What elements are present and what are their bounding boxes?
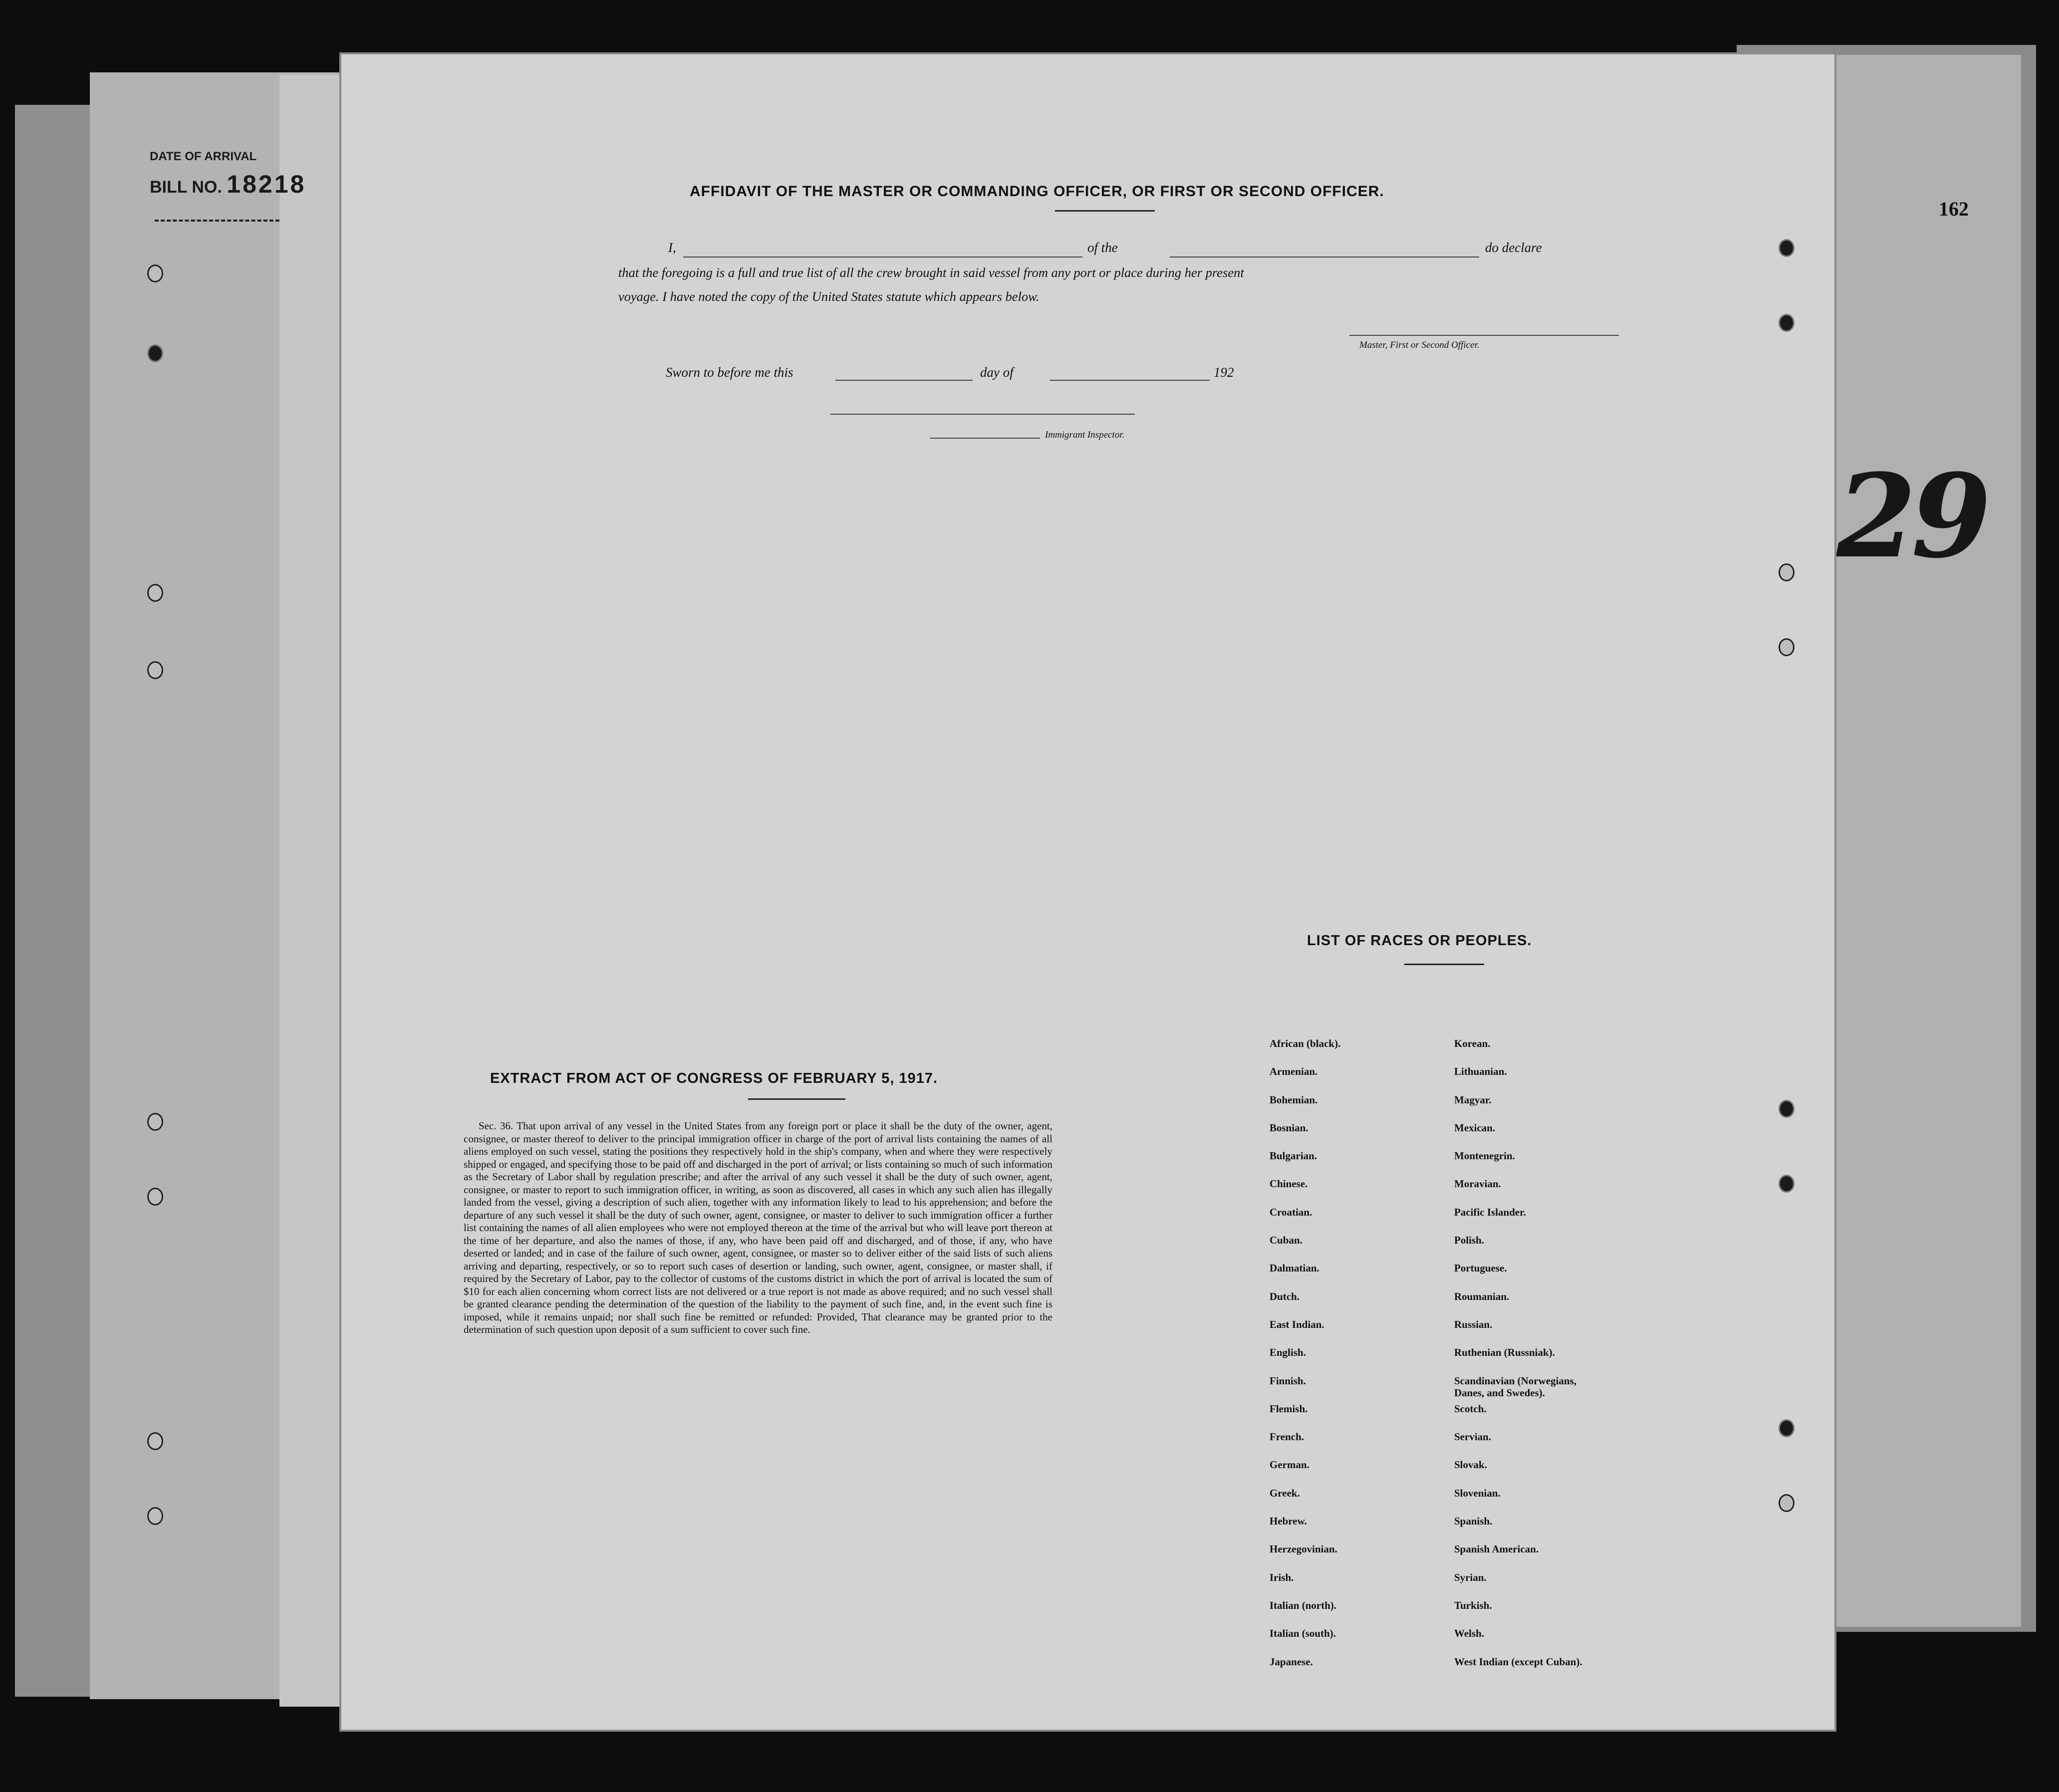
race-item: Italian (north). [1270, 1599, 1337, 1611]
punch-hole [1779, 1494, 1795, 1512]
sworn-day-of: day of [980, 365, 1014, 380]
race-item: Korean. [1454, 1037, 1491, 1049]
race-item: Dutch. [1270, 1290, 1300, 1302]
race-item: Russian. [1454, 1318, 1493, 1330]
race-item: Herzegovinian. [1270, 1543, 1337, 1555]
race-item: Croatian. [1270, 1206, 1312, 1218]
race-item: Finnish. [1270, 1374, 1306, 1387]
race-item: Roumanian. [1454, 1290, 1510, 1302]
punch-hole [1779, 1419, 1795, 1437]
race-item: Greek. [1270, 1487, 1300, 1499]
race-item: Servian. [1454, 1431, 1492, 1443]
punch-hole [147, 661, 163, 679]
race-item: French. [1270, 1431, 1304, 1443]
extract-title: EXTRACT FROM ACT OF CONGRESS OF FEBRUARY 5, 1917. [490, 1070, 938, 1086]
race-item: Armenian. [1270, 1065, 1318, 1078]
race-item: Pacific Islander. [1454, 1206, 1526, 1218]
page-number: 162 [1939, 198, 1969, 220]
race-item: Chinese. [1270, 1178, 1308, 1190]
sworn-day-field-line[interactable] [835, 380, 973, 381]
races-title-underline [1404, 964, 1484, 965]
race-item: German. [1270, 1459, 1309, 1471]
extract-body-text: Sec. 36. That upon arrival of any vessel in the United States from any foreign port or place it shall be the duty of the owner, agent, consignee, or master thereof to deliver to the principal immigration officer in charge of the port of arrival lists containing the names of all aliens employed on such vessel, stating the positions they respectively hold in the ship's company, when and where they were respectively shipped or engaged, and specifying those to be paid off and discharged in the port of arrival; or lists containing so much of such information as the Secretary of Labor shall by regulation prescribe; and after the arrival of any such vessel it shall be the duty of such owner, agent, consignee, or master to report to such immigration officer, in writing, as soon as discovered, all cases in which any such alien has illegally landed from the vessel, giving a description of such alien, together with any information likely to lead to his apprehension; and before the departure of any such vessel it shall be the duty of such owner, agent, consignee, or master to deliver to such immigration officer a further list containing the names of all alien employees who were not employed thereon at the time of the arrival but who will leave port thereon at the time of her departure, and also the names of those, if any, who have been paid off and discharged, and of those, if any, who have deserted or landed; and in case of the failure of such owner, agent, consignee, or master so to deliver either of the said lists of such aliens arriving and departing, respectively, or so to report such cases of desertion or landing, such owner, agent, consignee, or master shall, if required by the Secretary of Labor, pay to the collector of customs of the customs district in which the port of arrival is located the sum of $10 for each alien concerning whom correct lists are not delivered or a true report is not made as above required; and no such vessel shall be granted clearance pending the determination of the question of the liability to the payment of such fine, and, in the event such fine is imposed, while it remains unpaid; nor shall such fine be remitted or refunded: Provided, That clearance may be granted prior to the determination of such question upon deposit of a sum sufficient to cover such fine. [464, 1120, 1052, 1335]
punch-hole [147, 264, 163, 282]
race-item: Slovak. [1454, 1459, 1487, 1471]
race-item: Japanese. [1270, 1655, 1313, 1668]
affidavit-line1-of: of the [1087, 240, 1118, 255]
race-item: Syrian. [1454, 1571, 1487, 1583]
punch-hole [147, 584, 163, 602]
race-item: Bohemian. [1270, 1093, 1318, 1106]
affidavit-line1-end: do declare [1485, 240, 1542, 255]
race-item: East Indian. [1270, 1318, 1324, 1330]
races-list-right [1454, 1037, 1582, 1684]
affidavit-line1-start: I, [668, 240, 676, 255]
underlying-sheet-right [1806, 55, 2021, 1627]
race-item: African (black). [1270, 1037, 1341, 1049]
race-item: Scandinavian (Norwegians, Danes, and Swedes). [1454, 1374, 1577, 1399]
race-item: Irish. [1270, 1571, 1294, 1583]
race-item: Ruthenian (Russniak). [1454, 1346, 1555, 1359]
race-item: Flemish. [1270, 1402, 1308, 1415]
stamp-dashed-line [155, 220, 279, 222]
race-item: Mexican. [1454, 1121, 1496, 1134]
signature-field-line[interactable] [1349, 335, 1619, 336]
extract-title-underline [748, 1098, 845, 1100]
punch-hole [1779, 239, 1795, 257]
name-field-line[interactable] [683, 256, 1082, 257]
punch-hole [1779, 1175, 1795, 1193]
sworn-text: Sworn to before me this [666, 365, 793, 380]
race-item: Moravian. [1454, 1178, 1501, 1190]
punch-hole [1779, 314, 1795, 332]
inspector-signature-line[interactable] [830, 414, 1135, 415]
race-item: Lithuanian. [1454, 1065, 1507, 1078]
stamp-bill-label: BILL NO. [150, 178, 222, 197]
stamp-bill-number: 18218 [227, 170, 306, 198]
punch-hole [147, 1113, 163, 1131]
race-item: Welsh. [1454, 1627, 1485, 1640]
punch-hole [147, 1507, 163, 1525]
races-title: LIST OF RACES OR PEOPLES. [1307, 933, 1532, 949]
race-item: Spanish. [1454, 1515, 1493, 1528]
race-item: Turkish. [1454, 1599, 1492, 1611]
handwritten-number: 29 [1836, 449, 1987, 584]
vessel-field-line[interactable] [1170, 256, 1479, 257]
stamp-bill-no [150, 170, 306, 199]
race-item: Spanish American. [1454, 1543, 1539, 1555]
race-item: Montenegrin. [1454, 1150, 1515, 1162]
race-item: Dalmatian. [1270, 1262, 1319, 1275]
punch-hole [147, 1432, 163, 1450]
punch-hole [1779, 1100, 1795, 1118]
race-item: English. [1270, 1346, 1306, 1359]
race-item: Hebrew. [1270, 1515, 1307, 1528]
sworn-year: 192 [1214, 365, 1234, 380]
race-item: Italian (south). [1270, 1627, 1336, 1640]
affidavit-title: AFFIDAVIT OF THE MASTER OR COMMANDING OFFICER, OR FIRST OR SECOND OFFICER. [690, 183, 1384, 200]
races-list-left [1270, 1037, 1340, 1684]
punch-hole [1779, 638, 1795, 656]
signature-label: Master, First or Second Officer. [1359, 340, 1480, 350]
punch-hole [1779, 563, 1795, 581]
inspector-short-line[interactable] [930, 438, 1040, 439]
affidavit-form-page [339, 52, 1836, 1732]
race-item: Magyar. [1454, 1093, 1492, 1106]
race-item: Cuban. [1270, 1234, 1302, 1247]
arrival-stamp [145, 150, 306, 245]
punch-hole [147, 1188, 163, 1206]
inspector-label: Immigrant Inspector. [1045, 430, 1125, 440]
race-item: Scotch. [1454, 1402, 1487, 1415]
race-item: Bosnian. [1270, 1121, 1308, 1134]
punch-hole [147, 344, 163, 362]
affidavit-line2: that the foregoing is a full and true list of all the crew brought in said vessel from any port or place during her present [618, 265, 1244, 280]
race-item: Bulgarian. [1270, 1150, 1317, 1162]
race-item: Polish. [1454, 1234, 1485, 1247]
title-underline [1055, 210, 1155, 212]
stamp-date-of-arrival: DATE OF ARRIVAL [150, 150, 257, 163]
race-item: Slovenian. [1454, 1487, 1501, 1499]
sworn-month-field-line[interactable] [1050, 380, 1210, 381]
race-item: West Indian (except Cuban). [1454, 1655, 1582, 1668]
affidavit-line3: voyage. I have noted the copy of the United States statute which appears below. [618, 289, 1039, 304]
race-item: Portuguese. [1454, 1262, 1507, 1275]
